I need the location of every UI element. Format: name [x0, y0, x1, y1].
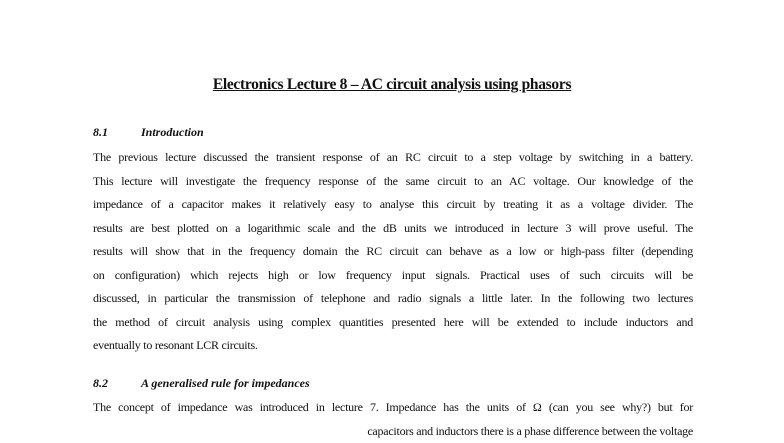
paragraph-line: The concept of impedance was introduced in lecture 7. Impedance has the units of Ω (can you see why?) but for: [93, 396, 693, 420]
introduction-paragraph: [93, 146, 693, 358]
document-title: Electronics Lecture 8 – AC circuit analysis using phasors: [0, 76, 784, 94]
section-heading-introduction: [93, 125, 204, 140]
section-title: Introduction: [141, 125, 204, 139]
paragraph-line: The previous lecture discussed the transient response of an RC circuit to a step voltage by switching in a battery.: [93, 146, 693, 170]
paragraph-line: impedance of a capacitor makes it relatively easy to analyse this circuit by treating it as a voltage divider. The: [93, 193, 693, 217]
paragraph-line: results will show that in the frequency domain the RC circuit can behave as a low or high-pass filter (depending: [93, 240, 693, 264]
paragraph-line: the method of circuit analysis using complex quantities presented here will be extended to include inductors and: [93, 311, 693, 335]
section-number: 8.1: [93, 125, 141, 140]
section-heading-impedances: [93, 376, 310, 391]
section-number: 8.2: [93, 376, 141, 391]
paragraph-line: discussed, in particular the transmission of telephone and radio signals a little later. In the following two lectures: [93, 287, 693, 311]
paragraph-line: on configuration) which rejects high or low frequency input signals. Practical uses of such circuits will be: [93, 264, 693, 288]
paragraph-line: results are best plotted on a logarithmic scale and the dB units we introduced in lecture 3 will prove useful. The: [93, 217, 693, 241]
paragraph-line: This lecture will investigate the frequency response of the same circuit to an AC voltage. Our knowledge of the: [93, 170, 693, 194]
section-title: A generalised rule for impedances: [141, 376, 310, 390]
impedance-paragraph: [93, 396, 693, 443]
paragraph-line: eventually to resonant LCR circuits.: [93, 334, 693, 358]
paragraph-line: capacitors and inductors there is a phase difference between the voltage: [93, 420, 693, 443]
